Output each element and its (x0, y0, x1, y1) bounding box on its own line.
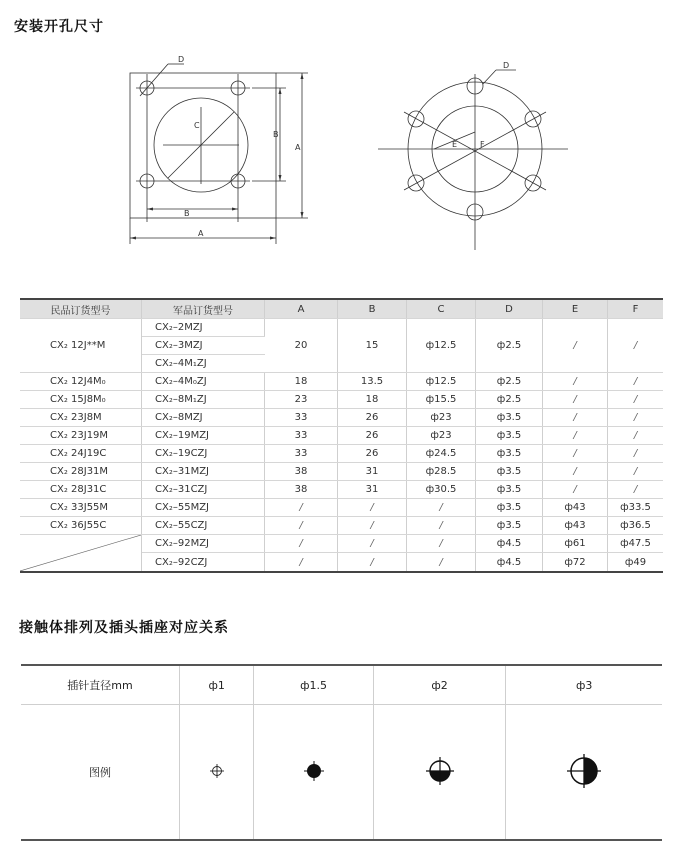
svg-text:B: B (184, 209, 190, 218)
table-row (20, 481, 663, 499)
value-b-cell: / (338, 517, 407, 535)
value-d-cell: ф3.5 (476, 463, 543, 481)
table-row (20, 427, 663, 445)
diagonal-blank-cell (20, 535, 142, 573)
value-d-cell: ф3.5 (476, 499, 543, 517)
value-a-cell: / (265, 517, 338, 535)
pin-symbol-cell (506, 705, 662, 841)
value-b-cell: / (338, 553, 407, 572)
military-model-cell: CX₂–92MZJ (142, 535, 265, 553)
col-header-a: A (265, 299, 338, 319)
value-b-cell: 26 (338, 427, 407, 445)
col-header-military: 军品订货型号 (142, 299, 265, 319)
value-d-cell: ф4.5 (476, 553, 543, 572)
table-row (20, 463, 663, 481)
value-e-cell: / (543, 409, 608, 427)
square-flange-drawing (118, 52, 318, 248)
svg-text:D: D (503, 61, 510, 70)
value-c-cell: ф23 (407, 409, 476, 427)
value-a-cell: 33 (265, 445, 338, 463)
value-f-cell: / (608, 373, 664, 391)
value-d-cell: ф3.5 (476, 427, 543, 445)
svg-text:E: E (452, 140, 458, 149)
value-e-cell: ф61 (543, 535, 608, 553)
value-f-cell: / (608, 319, 664, 373)
pin-1_5mm-symbol-icon (303, 760, 325, 782)
value-e-cell: / (543, 481, 608, 499)
civil-model-cell: CX₂ 28J31C (20, 481, 142, 499)
value-b-cell: 26 (338, 409, 407, 427)
military-model-cell: CX₂–19CZJ (142, 445, 265, 463)
pin-diameter-value: ф1.5 (254, 665, 373, 705)
value-d-cell: ф4.5 (476, 535, 543, 553)
table-row (20, 535, 663, 553)
value-a-cell: 38 (265, 481, 338, 499)
table-row (20, 391, 663, 409)
pin-symbol-cell (373, 705, 506, 841)
value-a-cell: 18 (265, 373, 338, 391)
civil-model-cell: CX₂ 12J4M₀ (20, 373, 142, 391)
section-title-mounting: 安装开孔尺寸 (14, 19, 104, 35)
svg-text:A: A (198, 229, 204, 238)
civil-model-cell: CX₂ 12J**M (20, 319, 142, 373)
value-c-cell: / (407, 553, 476, 572)
pin-diameter-label: 插针直径mm (21, 665, 180, 705)
military-model-cell: CX₂–4M₁ZJ (142, 355, 265, 373)
value-c-cell: ф30.5 (407, 481, 476, 499)
civil-model-cell: CX₂ 28J31M (20, 463, 142, 481)
military-model-cell: CX₂–2MZJ (142, 319, 265, 337)
value-e-cell: / (543, 463, 608, 481)
value-f-cell: ф49 (608, 553, 664, 572)
value-e-cell: / (543, 427, 608, 445)
value-a-cell: / (265, 535, 338, 553)
col-header-e: E (543, 299, 608, 319)
col-header-civil: 民品订货型号 (20, 299, 142, 319)
value-c-cell: ф28.5 (407, 463, 476, 481)
value-e-cell: ф43 (543, 499, 608, 517)
value-c-cell: ф12.5 (407, 319, 476, 373)
col-header-f: F (608, 299, 664, 319)
pin-symbol-cell (180, 705, 254, 841)
value-b-cell: 13.5 (338, 373, 407, 391)
value-f-cell: ф33.5 (608, 499, 664, 517)
value-f-cell: / (608, 463, 664, 481)
table-row (20, 319, 663, 337)
table-row (20, 517, 663, 535)
value-f-cell: / (608, 445, 664, 463)
pin-2mm-symbol-icon (425, 756, 455, 786)
value-f-cell: / (608, 391, 664, 409)
military-model-cell: CX₂–31MZJ (142, 463, 265, 481)
value-a-cell: / (265, 553, 338, 572)
military-model-cell: CX₂–31CZJ (142, 481, 265, 499)
pin-legend-table (21, 664, 662, 841)
military-model-cell: CX₂–55MZJ (142, 499, 265, 517)
value-e-cell: / (543, 319, 608, 373)
pin-3mm-symbol-icon (566, 753, 602, 789)
pin-symbol-row (21, 705, 662, 841)
svg-text:A: A (295, 143, 301, 152)
value-b-cell: / (338, 499, 407, 517)
military-model-cell: CX₂–8M₁ZJ (142, 391, 265, 409)
value-d-cell: ф2.5 (476, 391, 543, 409)
value-c-cell: / (407, 499, 476, 517)
table-row (20, 409, 663, 427)
value-a-cell: 20 (265, 319, 338, 373)
pin-symbol-cell (254, 705, 373, 841)
value-e-cell: ф72 (543, 553, 608, 572)
value-b-cell: 18 (338, 391, 407, 409)
svg-text:D: D (178, 55, 185, 64)
value-e-cell: ф43 (543, 517, 608, 535)
value-a-cell: 33 (265, 427, 338, 445)
civil-model-cell: CX₂ 23J8M (20, 409, 142, 427)
value-c-cell: ф23 (407, 427, 476, 445)
value-b-cell: 26 (338, 445, 407, 463)
value-f-cell: ф36.5 (608, 517, 664, 535)
value-b-cell: 31 (338, 463, 407, 481)
col-header-b: B (338, 299, 407, 319)
value-f-cell: / (608, 481, 664, 499)
military-model-cell: CX₂–92CZJ (142, 553, 265, 572)
value-b-cell: 15 (338, 319, 407, 373)
civil-model-cell: CX₂ 23J19M (20, 427, 142, 445)
table-row (20, 445, 663, 463)
value-a-cell: / (265, 499, 338, 517)
legend-label: 图例 (21, 705, 180, 841)
value-d-cell: ф3.5 (476, 481, 543, 499)
military-model-cell: CX₂–19MZJ (142, 427, 265, 445)
round-flange-drawing (372, 52, 572, 252)
value-b-cell: / (338, 535, 407, 553)
value-a-cell: 23 (265, 391, 338, 409)
civil-model-cell: CX₂ 15J8M₀ (20, 391, 142, 409)
value-e-cell: / (543, 445, 608, 463)
value-d-cell: ф2.5 (476, 319, 543, 373)
pin-diameter-row (21, 665, 662, 705)
military-model-cell: CX₂–55CZJ (142, 517, 265, 535)
military-model-cell: CX₂–4M₀ZJ (142, 373, 265, 391)
value-e-cell: / (543, 391, 608, 409)
value-c-cell: / (407, 517, 476, 535)
civil-model-cell: CX₂ 33J55M (20, 499, 142, 517)
value-c-cell: ф15.5 (407, 391, 476, 409)
value-d-cell: ф2.5 (476, 373, 543, 391)
pin-diameter-value: ф2 (373, 665, 506, 705)
civil-model-cell: CX₂ 24J19C (20, 445, 142, 463)
military-model-cell: CX₂–3MZJ (142, 337, 265, 355)
pin-1mm-symbol-icon (209, 763, 225, 779)
value-f-cell: ф47.5 (608, 535, 664, 553)
svg-text:B: B (273, 130, 279, 139)
value-c-cell: ф12.5 (407, 373, 476, 391)
value-a-cell: 33 (265, 409, 338, 427)
table-row (20, 499, 663, 517)
value-e-cell: / (543, 373, 608, 391)
civil-model-cell: CX₂ 36J55C (20, 517, 142, 535)
value-f-cell: / (608, 409, 664, 427)
value-d-cell: ф3.5 (476, 409, 543, 427)
section-title-contact-arrangement: 接触体排列及插头插座对应关系 (19, 620, 229, 636)
value-c-cell: / (407, 535, 476, 553)
col-header-c: C (407, 299, 476, 319)
table-row (20, 373, 663, 391)
value-c-cell: ф24.5 (407, 445, 476, 463)
value-b-cell: 31 (338, 481, 407, 499)
pin-diameter-value: ф1 (180, 665, 254, 705)
value-d-cell: ф3.5 (476, 517, 543, 535)
col-header-d: D (476, 299, 543, 319)
military-model-cell: CX₂–8MZJ (142, 409, 265, 427)
dimension-table (20, 298, 663, 573)
value-d-cell: ф3.5 (476, 445, 543, 463)
svg-text:F: F (480, 140, 485, 149)
svg-text:C: C (194, 121, 200, 130)
table-header-row (20, 299, 663, 319)
value-a-cell: 38 (265, 463, 338, 481)
value-f-cell: / (608, 427, 664, 445)
diagonal-line (20, 535, 141, 571)
pin-diameter-value: ф3 (506, 665, 662, 705)
